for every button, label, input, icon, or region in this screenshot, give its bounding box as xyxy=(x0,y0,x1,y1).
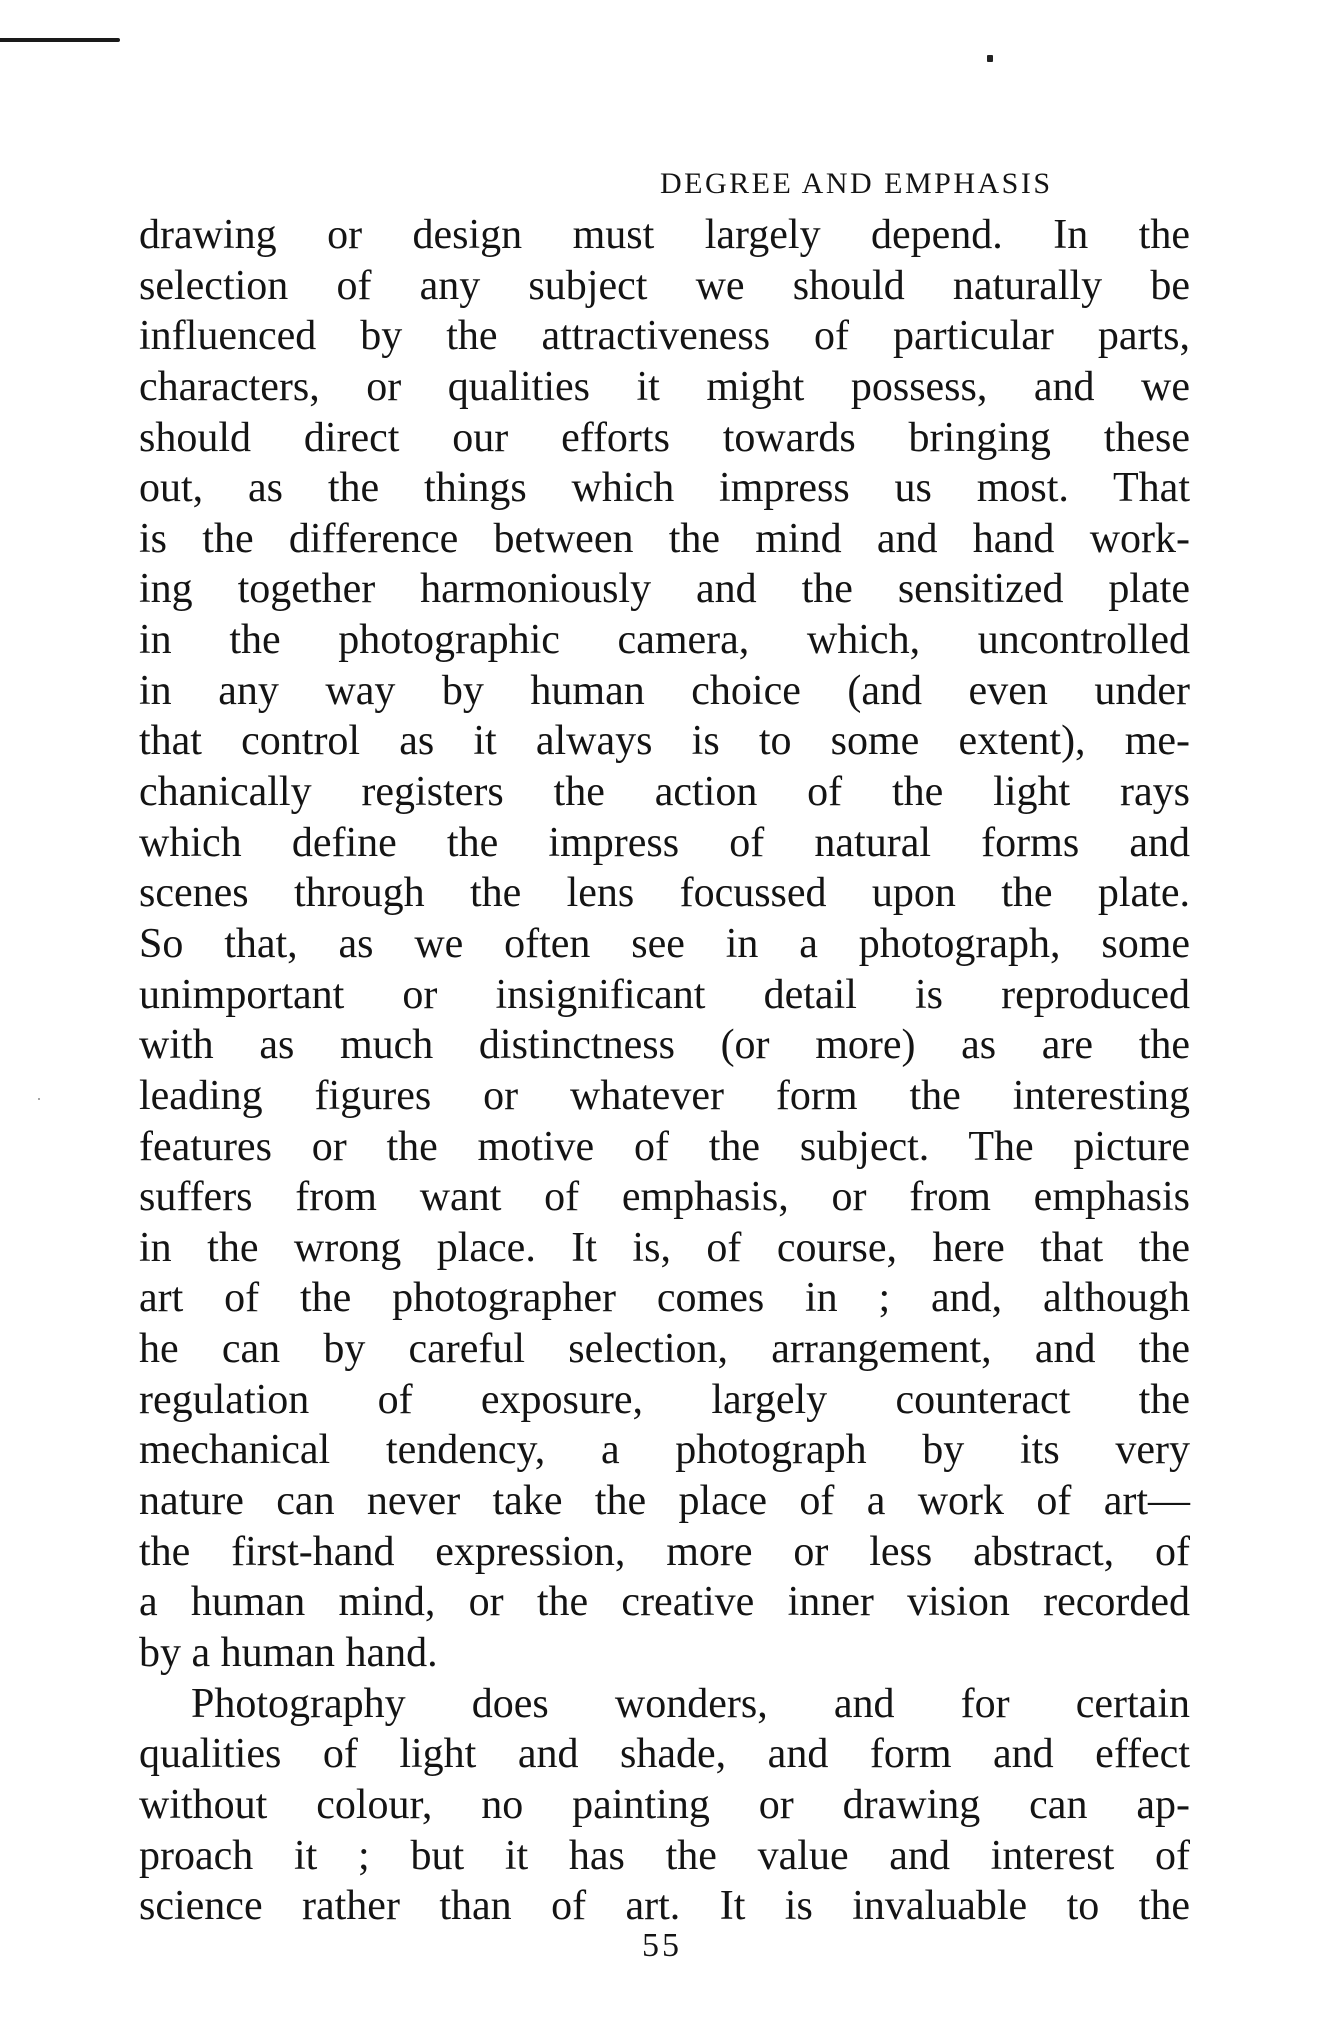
text-line: suffers from want of emphasis, or from emphasis xyxy=(139,1174,1190,1221)
running-head: DEGREE AND EMPHASIS xyxy=(660,167,1053,200)
text-line: proach it ; but it has the value and interest of xyxy=(139,1832,1190,1879)
text-line: So that, as we often see in a photograph, some xyxy=(139,920,1190,967)
page-number: 55 xyxy=(642,1927,682,1964)
text-line: selection of any subject we should naturally be xyxy=(139,262,1190,309)
corner-rule-mark xyxy=(0,38,120,42)
text-line: characters, or qualities it might possess, and we xyxy=(139,363,1190,410)
text-line: out, as the things which impress us most. That xyxy=(139,465,1190,512)
text-line: by a human hand. xyxy=(139,1629,438,1676)
text-line: features or the motive of the subject. The picture xyxy=(139,1123,1190,1170)
text-line: science rather than of art. It is invaluable to the xyxy=(139,1883,1190,1930)
text-line: scenes through the lens focussed upon the plate. xyxy=(139,870,1190,917)
text-line: chanically registers the action of the light rays xyxy=(139,769,1190,816)
text-line: mechanical tendency, a photograph by its very xyxy=(139,1427,1190,1474)
text-line: influenced by the attractiveness of particular parts, xyxy=(139,313,1190,360)
paragraph-2 xyxy=(139,1679,1190,1932)
margin-speck xyxy=(38,1098,40,1100)
text-line: which define the impress of natural forms and xyxy=(139,819,1190,866)
text-line: unimportant or insignificant detail is reproduced xyxy=(139,971,1190,1018)
text-line: ing together harmoniously and the sensitized plate xyxy=(139,566,1190,613)
text-line: the first-hand expression, more or less abstract, of xyxy=(139,1528,1190,1575)
text-line: should direct our efforts towards bringing these xyxy=(139,414,1190,461)
body-text xyxy=(139,210,1190,1932)
text-line: drawing or design must largely depend. In the xyxy=(139,212,1190,258)
text-line: in the photographic camera, which, uncontrolled xyxy=(139,617,1190,664)
text-line: that control as it always is to some extent), me- xyxy=(139,718,1190,765)
text-line: nature can never take the place of a work of art— xyxy=(139,1478,1190,1525)
text-line: a human mind, or the creative inner vision recorded xyxy=(139,1579,1190,1626)
text-line: in the wrong place. It is, of course, here that the xyxy=(139,1224,1190,1271)
text-line: he can by careful selection, arrangement, and the xyxy=(139,1326,1190,1373)
text-line: qualities of light and shade, and form and effect xyxy=(139,1731,1190,1778)
text-line: leading figures or whatever form the interesting xyxy=(139,1072,1190,1119)
paragraph-1 xyxy=(139,210,1190,1679)
text-line: with as much distinctness (or more) as are the xyxy=(139,1022,1190,1069)
ink-dot xyxy=(987,55,993,62)
text-line: regulation of exposure, largely counteract the xyxy=(139,1376,1190,1423)
text-line: without colour, no painting or drawing can ap- xyxy=(139,1781,1190,1828)
text-line: in any way by human choice (and even under xyxy=(139,667,1190,714)
text-line: art of the photographer comes in ; and, although xyxy=(139,1275,1190,1322)
text-line: is the difference between the mind and hand work- xyxy=(139,515,1190,562)
text-line: Photography does wonders, and for certain xyxy=(191,1680,1190,1727)
